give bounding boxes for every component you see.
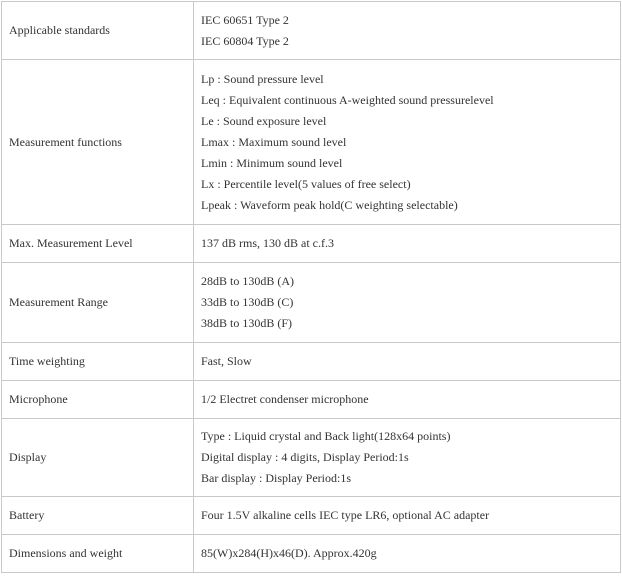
value-line: Lmin : Minimum sound level: [201, 155, 343, 170]
table-row: [2, 419, 621, 497]
table-row: [2, 263, 621, 343]
value-line: IEC 60804 Type 2: [201, 33, 289, 48]
table-row: [2, 343, 621, 381]
value-line: Lmax : Maximum sound level: [201, 134, 347, 149]
value-line: 33dB to 130dB (C): [201, 295, 294, 309]
row-value: [194, 343, 621, 381]
value-line: Lx : Percentile level(5 values of free select): [201, 176, 411, 191]
value-line: 1/2 Electret condenser microphone: [201, 392, 369, 406]
value-line: Digital display : 4 digits, Display Period:1s: [201, 450, 409, 464]
row-value: [194, 225, 621, 263]
value-line: 137 dB rms, 130 dB at c.f.3: [201, 236, 334, 250]
value-line: Bar display : Display Period:1s: [201, 471, 351, 485]
row-label: Max. Measurement Level: [2, 225, 194, 263]
value-line: 28dB to 130dB (A): [201, 274, 294, 288]
table-row: [2, 381, 621, 419]
row-value: [194, 535, 621, 573]
row-label: Battery: [2, 497, 194, 535]
specifications-table: [1, 1, 621, 573]
row-value: [194, 419, 621, 497]
value-line: 38dB to 130dB (F): [201, 316, 293, 330]
value-line: Lpeak : Waveform peak hold(C weighting selectable): [201, 197, 458, 212]
row-label: Display: [2, 419, 194, 497]
row-label: Time weighting: [2, 343, 194, 381]
row-value: [194, 60, 621, 225]
value-line: Le : Sound exposure level: [201, 113, 327, 128]
value-line: Four 1.5V alkaline cells IEC type LR6, optional AC adapter: [201, 508, 490, 522]
value-line: IEC 60651 Type 2: [201, 12, 289, 27]
row-label: Measurement Range: [2, 263, 194, 343]
row-label: Measurement functions: [2, 60, 194, 225]
row-value: [194, 381, 621, 419]
table-row: [2, 225, 621, 263]
row-value: [194, 2, 621, 60]
value-line: 85(W)x284(H)x46(D). Approx.420g: [201, 546, 377, 560]
value-line: Fast, Slow: [201, 354, 252, 368]
value-line: Lp : Sound pressure level: [201, 71, 324, 86]
row-value: [194, 263, 621, 343]
row-value: [194, 497, 621, 535]
table-row: [2, 2, 621, 60]
table-row: [2, 497, 621, 535]
value-line: Leq : Equivalent continuous A-weighted sound pressurelevel: [201, 92, 494, 107]
table-row: [2, 60, 621, 225]
value-line: Type : Liquid crystal and Back light(128x64 points): [201, 429, 451, 443]
table-row: [2, 535, 621, 573]
row-label: Dimensions and weight: [2, 535, 194, 573]
row-label: Applicable standards: [2, 2, 194, 60]
row-label: Microphone: [2, 381, 194, 419]
